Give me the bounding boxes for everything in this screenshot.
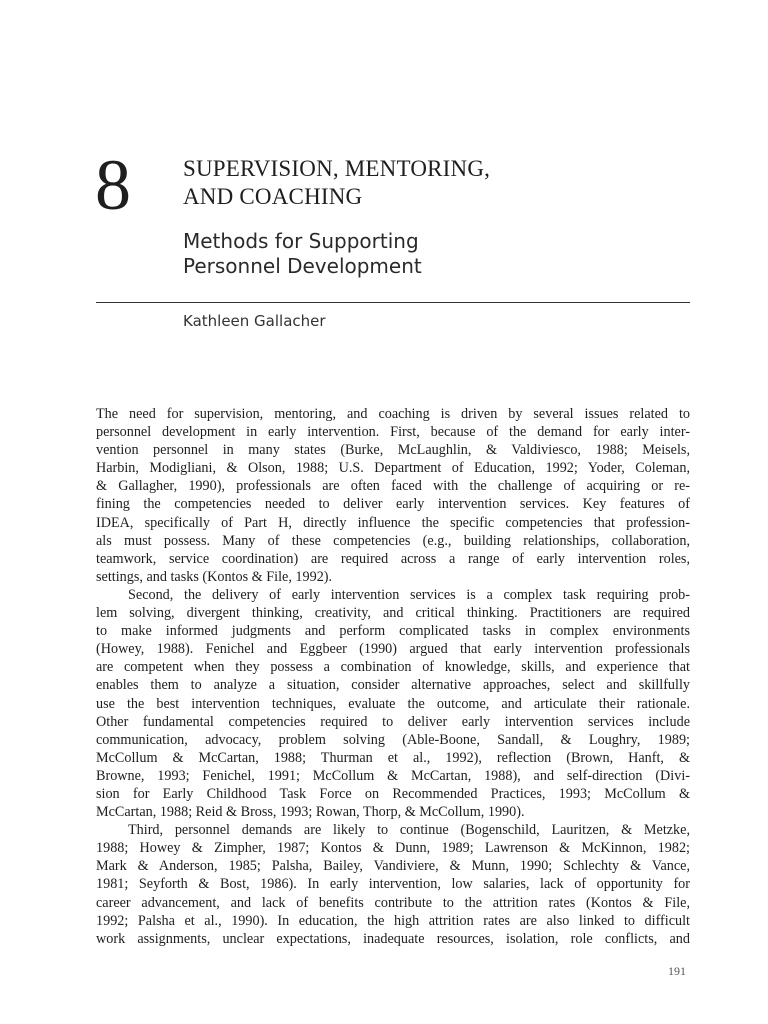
page-number: 191 [668,964,686,978]
body-line: vention personnel in many states (Burke, McLaughlin, & Valdiviesco, 1988; Meisels, [96,442,690,459]
chapter-title [183,155,490,211]
body-line: Third, personnel demands are likely to continue (Bogenschild, Lauritzen, & Metzke, [128,822,690,839]
body-line: & Gallagher, 1990), professionals are often faced with the challenge of acquiring or re- [96,478,690,495]
body-line: use the best intervention techniques, evaluate the outcome, and articulate their rationale. [96,695,690,712]
body-line: Mark & Anderson, 1985; Palsha, Bailey, Vandiviere, & Munn, 1990; Schlechty & Vance, [96,858,690,875]
body-line: Harbin, Modigliani, & Olson, 1988; U.S. Department of Education, 1992; Yoder, Coleman, [96,460,690,477]
chapter-title-line: AND COACHING [183,184,363,209]
body-line: The need for supervision, mentoring, and coaching is driven by several issues related to [96,406,690,422]
body-line: teamwork, service coordination) are required across a range of early intervention roles, [96,550,690,567]
body-line: career advancement, and lack of benefits contribute to the attrition rates (Kontos & File, [96,894,690,911]
chapter-subtitle-line: Methods for Supporting [183,229,419,253]
body-line: are competent when they possess a combination of knowledge, skills, and experience that [96,659,690,676]
chapter-title-line: SUPERVISION, MENTORING, [183,156,491,181]
chapter-subtitle-line: Personnel Development [183,254,422,278]
chapter-number: 8 [95,145,131,225]
body-line: (Howey, 1988). Fenichel and Eggbeer (1990) argued that early intervention professionals [96,641,690,658]
body-line: enables them to analyze a situation, consider alternative approaches, select and skillfully [96,677,690,694]
chapter-subtitle [183,229,422,279]
body-line: McCartan, 1988; Reid & Bross, 1993; Rowan, Thorp, & McCollum, 1990). [96,804,525,821]
body-line: IDEA, specifically of Part H, directly influence the specific competencies that profession- [96,514,690,531]
body-line: Browne, 1993; Fenichel, 1991; McCollum & McCartan, 1988), and self-direction (Divi- [96,767,690,784]
body-line: lem solving, divergent thinking, creativity, and critical thinking. Practitioners are required [96,605,690,622]
body-line: personnel development in early intervention. First, because of the demand for early inter- [96,424,690,441]
body-line: fining the competencies needed to deliver early intervention services. Key features of [96,496,690,513]
body-line: settings, and tasks (Kontos & File, 1992). [96,568,333,585]
body-line: communication, advocacy, problem solving (Able-Boone, Sandall, & Loughry, 1989; [96,731,690,748]
title-divider [96,302,690,303]
body-line: 1988; Howey & Zimpher, 1987; Kontos & Dunn, 1989; Lawrenson & McKinnon, 1982; [96,840,690,857]
body-line: sion for Early Childhood Task Force on Recommended Practices, 1993; McCollum & [96,785,690,802]
chapter-author: Kathleen Gallacher [183,312,326,330]
body-line: Second, the delivery of early intervention services is a complex task requiring prob- [128,586,690,603]
body-line: 1981; Seyforth & Bost, 1986). In early intervention, low salaries, lack of opportunity for [96,876,690,893]
body-line: McCollum & McCartan, 1988; Thurman et al., 1992), reflection (Brown, Hanft, & [96,749,690,766]
body-line: Other fundamental competencies required to deliver early intervention services include [96,713,690,730]
body-line: 1992; Palsha et al., 1990). In education, the high attrition rates are also linked to difficult [96,912,690,929]
body-line: work assignments, unclear expectations, inadequate resources, isolation, role conflicts, and [96,930,690,947]
body-text [96,405,690,948]
body-line: to make informed judgments and perform complicated tasks in complex environments [96,623,690,640]
body-line: als must possess. Many of these competencies (e.g., building relationships, collaboration, [96,532,690,549]
